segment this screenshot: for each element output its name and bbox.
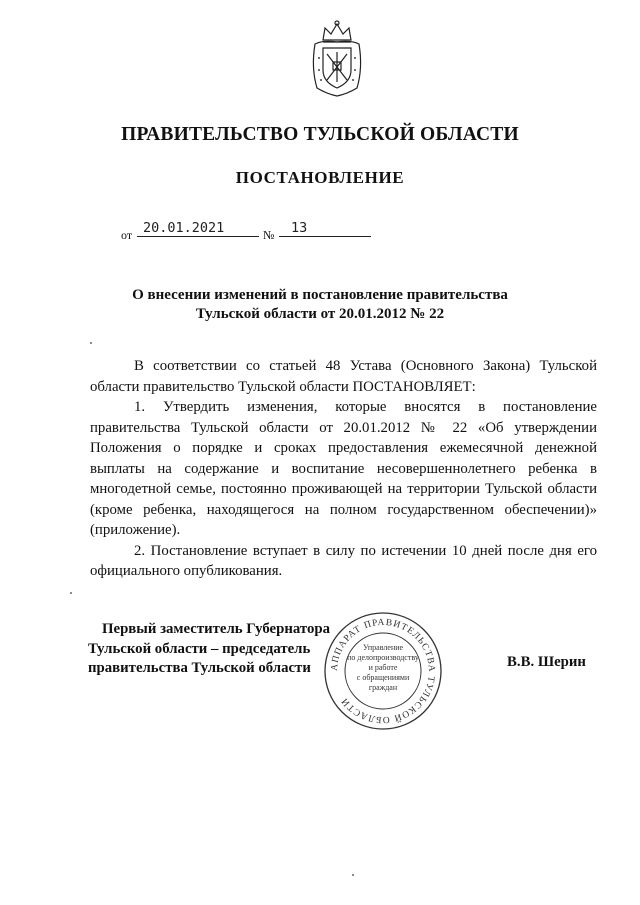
stamp-ring-text: АППАРАТ ПРАВИТЕЛЬСТВА ТУЛЬСКОЙ ОБЛАСТИ — [329, 617, 437, 725]
tula-coat-of-arms-icon — [307, 18, 367, 98]
number-label: № — [263, 228, 275, 242]
stamp-inner-line: с обращениями — [356, 673, 410, 682]
document-number: 13 — [291, 220, 308, 236]
document-type: ПОСТАНОВЛЕНИЕ — [235, 168, 405, 187]
dateline — [121, 220, 381, 244]
stamp-inner-text — [338, 643, 428, 693]
government-title: ПРАВИТЕЛЬСТВО ТУЛЬСКОЙ ОБЛАСТИ — [121, 124, 519, 145]
signatory-position-line: Первый заместитель Губернатора — [102, 621, 330, 637]
body-paragraph: 2. Постановление вступает в силу по истечении 10 дней после дня его официального опубликования. — [90, 542, 597, 579]
scan-speck — [70, 592, 72, 594]
signatory-position-line: Тульской области – председатель — [88, 640, 311, 657]
signatory-name: В.В. Шерин — [507, 654, 586, 670]
scan-speck — [352, 874, 354, 876]
body-paragraph: В соответствии со статьей 48 Устава (Основного Закона) Тульской области правительство Тульской области ПОСТАНОВЛЯЕТ: — [90, 358, 597, 395]
date-from-label: от — [121, 228, 133, 242]
subject-line-1: О внесении изменений в постановление правительства — [132, 287, 508, 303]
stamp-inner-line: по делопроизводству — [347, 653, 419, 662]
number-underline — [279, 236, 371, 237]
signatory-position-line: правительства Тульской области — [88, 660, 311, 676]
stamp-inner-line: граждан — [368, 683, 398, 692]
subject-line-2: Тульской области от 20.01.2012 № 22 — [195, 306, 445, 322]
stamp-inner-line: Управление — [362, 643, 404, 652]
scan-speck — [90, 342, 92, 344]
document-subject — [0, 286, 640, 324]
body-paragraph: 1. Утвердить изменения, которые вносятся в постановление правительства Тульской области от 20.01.2012 № 22 «Об утверждении Положения о порядке и сроках предоставления ежемесячной денежной выплаты на содержание и воспитание несовершеннолетнего ребенка в многодетной семье, постоянно проживающей на территории Тульской области (кроме ребенка, находящегося на полном государственном обеспечении)» (приложение). — [90, 399, 597, 538]
document-body — [90, 356, 597, 582]
stamp-inner-line: и работе — [368, 663, 398, 672]
date-underline — [137, 236, 259, 237]
document-date: 20.01.2021 — [143, 220, 225, 236]
signatory-position — [88, 620, 348, 679]
